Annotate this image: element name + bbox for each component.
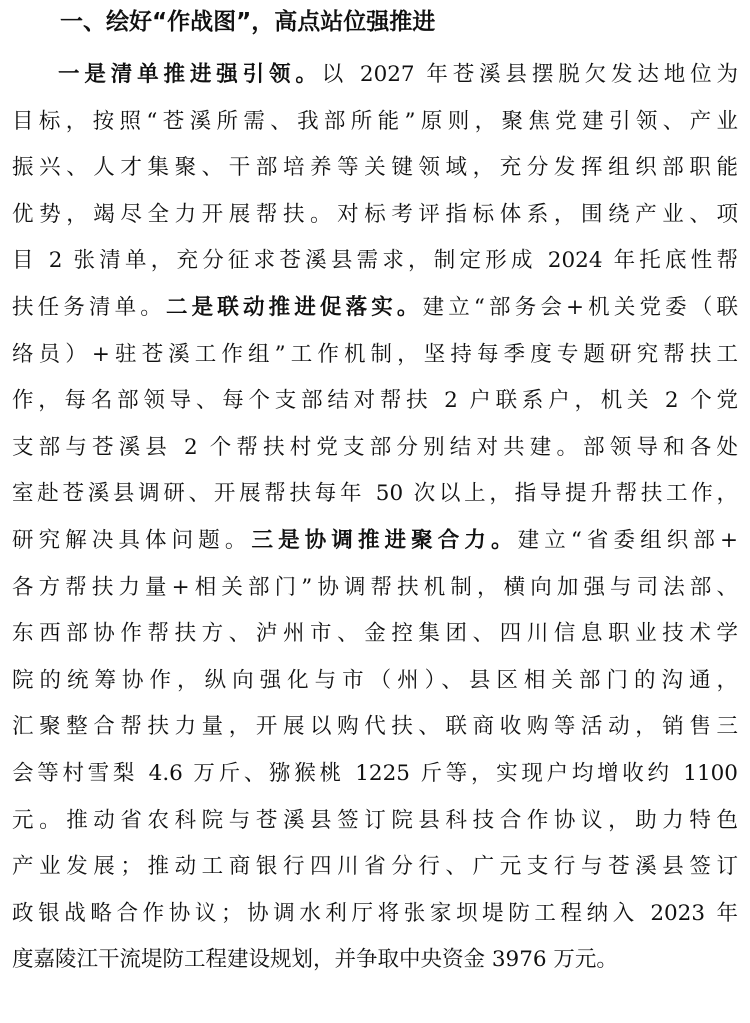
text-line: [12, 145, 738, 192]
text-line: [12, 332, 738, 379]
line-text: 元。推动省农科院与苍溪县签订院县科技合作协议，助力特色: [12, 807, 738, 833]
section-heading: 一、绘好“作战图”，高点站位强推进: [60, 9, 436, 35]
text-line: [12, 751, 738, 798]
line-text: 振兴、人才集聚、干部培养等关键领域，充分发挥组织部职能: [12, 155, 738, 181]
text-line: [12, 52, 738, 99]
line-text: 目 2 张清单，充分征求苍溪县需求，制定形成 2024 年托底性帮: [12, 248, 738, 274]
line-text: 建立“部务会+机关党委（联: [422, 294, 738, 320]
line-text: 室赴苍溪县调研、开展帮扶每年 50 次以上，指导提升帮扶工作，: [12, 481, 738, 507]
text-line: [12, 798, 738, 845]
text-line: [12, 378, 738, 425]
line-text: 优势，竭尽全力开展帮扶。对标考评指标体系，围绕产业、项: [12, 201, 738, 227]
line-text: 会等村雪梨 4.6 万斤、猕猴桃 1225 斤等，实现户均增收约 1100: [12, 760, 738, 786]
line-text: 以 2027 年苍溪县摆脱欠发达地位为: [321, 62, 738, 87]
line-text: 各方帮扶力量+相关部门”协调帮扶机制，横向加强与司法部、: [12, 574, 738, 600]
text-line: [12, 844, 738, 891]
line-text: 院的统筹协作，纵向强化与市（州）、县区相关部门的沟通，: [12, 667, 738, 693]
text-line: [12, 891, 738, 938]
text-line: [12, 611, 738, 658]
line-text: 研究解决具体问题。: [12, 527, 252, 553]
line-text: 目标，按照“苍溪所需、我部所能”原则，聚焦党建引领、产业: [12, 108, 738, 134]
line-text: 支部与苍溪县 2 个帮扶村党支部分别结对共建。部领导和各处: [12, 434, 738, 460]
line-text: 产业发展；推动工商银行四川省分行、广元支行与苍溪县签订: [12, 854, 738, 880]
text-line: [12, 425, 738, 472]
text-line: [12, 937, 738, 984]
text-line: [12, 99, 738, 146]
body-paragraph: [12, 52, 738, 984]
text-line: [12, 238, 738, 285]
line-text: 扶任务清单。: [12, 294, 166, 320]
line-text: 络员）+驻苍溪工作组”工作机制，坚持每季度专题研究帮扶工: [12, 341, 738, 367]
line-text: 度嘉陵江干流堤防工程建设规划，并争取中央资金 3976 万元。: [12, 947, 618, 973]
bold-lead: 三是协调推进聚合力。: [251, 527, 518, 553]
line-text: 汇聚整合帮扶力量，开展以购代扶、联商收购等活动，销售三: [12, 714, 738, 740]
text-line: [12, 471, 738, 518]
text-line: [12, 285, 738, 332]
text-line: [12, 565, 738, 612]
line-text: 政银战略合作协议；协调水利厅将张家坝堤防工程纳入 2023 年: [12, 900, 738, 926]
line-text: 东西部协作帮扶方、泸州市、金控集团、四川信息职业技术学: [12, 621, 738, 647]
text-line: [12, 192, 738, 239]
text-line: [12, 658, 738, 705]
text-line: [12, 704, 738, 751]
bold-lead: 一是清单推进强引领。: [58, 62, 322, 87]
line-text: 作，每名部领导、每个支部结对帮扶 2 户联系户，机关 2 个党: [12, 388, 738, 414]
text-line: [12, 518, 738, 565]
bold-lead: 二是联动推进促落实。: [165, 294, 423, 320]
line-text: 建立“省委组织部+: [517, 527, 738, 553]
